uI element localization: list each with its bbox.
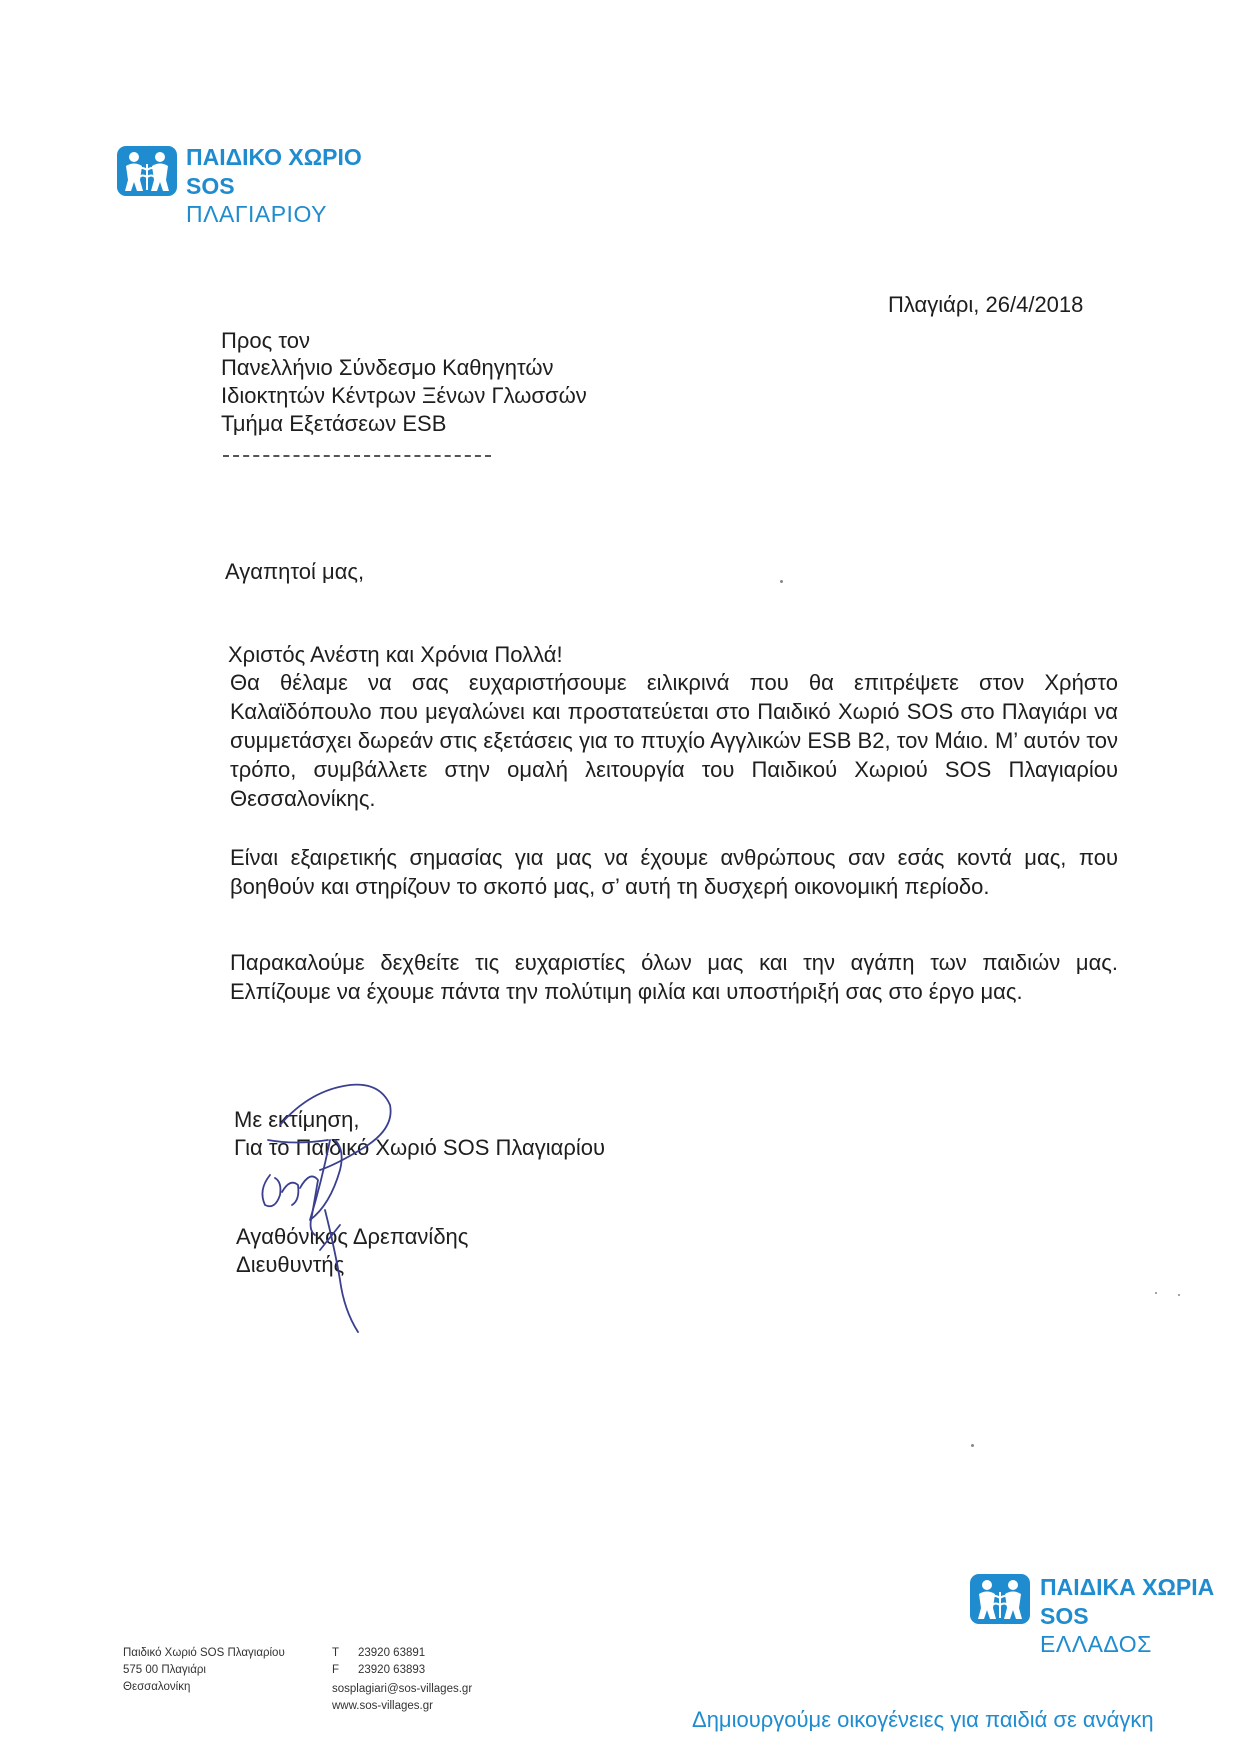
handwritten-signature <box>240 1070 410 1340</box>
greeting: Χριστός Ανέστη και Χρόνια Πολλά! <box>228 642 563 667</box>
footer-org-name: ΠΑΙΔΙΚΑ ΧΩΡΙΑ <box>1040 1574 1215 1600</box>
scan-speck <box>1178 1294 1180 1296</box>
body-paragraph-1: Θα θέλαμε να σας ευχαριστήσουμε ειλικρινά που θα επιτρέψετε στον Χρήστο Καλαϊδόπουλο που μεγαλώνει και προστατεύεται στο Παιδικό Χωριό SOS στο Πλαγιάρι να συμμετάσχει δωρεάν στις εξετάσεις για το πτυχίο Αγγλικών ESB B2, τον Μάιο. Μ’ αυτόν τον τρόπο, συμβάλλετε στην ομαλή λειτουργία του Παιδικού Χωριού SOS Πλαγιαρίου Θεσσαλονίκης. <box>230 670 1118 811</box>
recipient-line-4: Τμήμα Εξετάσεων ESB <box>221 411 447 436</box>
salutation: Αγαπητοί μας, <box>225 559 365 584</box>
scan-speck <box>780 580 783 583</box>
scan-speck <box>1155 1292 1157 1294</box>
recipient-line-3: Ιδιοκτητών Κέντρων Ξένων Γλωσσών <box>221 383 587 408</box>
footer-phone-label: T <box>332 1647 340 1659</box>
recipient-divider <box>223 455 491 457</box>
header-org-location: ΠΛΑΓΙΑΡΙΟΥ <box>186 201 327 227</box>
footer-email[interactable]: sosplagiari@sos-villages.gr <box>332 1683 473 1695</box>
sos-villages-logo-icon <box>970 1574 1030 1624</box>
footer-address-line-2: 575 00 Πλαγιάρι <box>123 1664 206 1676</box>
footer-website[interactable]: www.sos-villages.gr <box>332 1700 433 1712</box>
body-paragraph-2: Είναι εξαιρετικής σημασίας για μας να έχουμε ανθρώπους σαν εσάς κοντά μας, που βοηθούν και στηρίζουν το σκοπό μας, σ’ αυτή τη δυσχερή οικονομική περίοδο. <box>230 845 1118 899</box>
footer-address-line-3: Θεσσαλονίκη <box>123 1681 191 1693</box>
footer-fax-value: 23920 63893 <box>358 1664 426 1676</box>
closing-org: Για το Παιδικό Χωριό SOS Πλαγιαρίου <box>234 1135 606 1160</box>
footer-org-country: ΕΛΛΑΔΟΣ <box>1040 1631 1152 1657</box>
letter-date: Πλαγιάρι, 26/4/2018 <box>888 292 1084 317</box>
signatory-title: Διευθυντής <box>236 1252 345 1277</box>
signatory-name: Αγαθόνικος Δρεπανίδης <box>236 1224 469 1249</box>
sos-children-logo-icon <box>117 146 177 196</box>
footer-address-line-1: Παιδικό Χωριό SOS Πλαγιαρίου <box>123 1647 285 1659</box>
body-paragraph-3: Παρακαλούμε δεχθείτε τις ευχαριστίες όλων μας και την αγάπη των παιδιών μας. Ελπίζουμε να έχουμε πάντα την πολύτιμη φιλία και υποστήριξή σας στο έργο μας. <box>230 950 1118 1004</box>
header-org-name: ΠΑΙΔΙΚΟ ΧΩΡΙΟ <box>186 144 362 170</box>
header-org-sos: SOS <box>186 173 235 199</box>
footer-org-sos: SOS <box>1040 1603 1089 1629</box>
recipient-line-2: Πανελλήνιο Σύνδεσμο Καθηγητών <box>221 355 554 380</box>
footer-phone-value: 23920 63891 <box>358 1647 426 1659</box>
closing: Με εκτίμηση, <box>234 1107 360 1132</box>
recipient-line-1: Προς τον <box>221 328 310 353</box>
footer-fax-label: F <box>332 1664 340 1676</box>
scan-speck <box>971 1444 974 1447</box>
footer-tagline: Δημιουργούμε οικογένειες για παιδιά σε ανάγκη <box>692 1707 1154 1732</box>
